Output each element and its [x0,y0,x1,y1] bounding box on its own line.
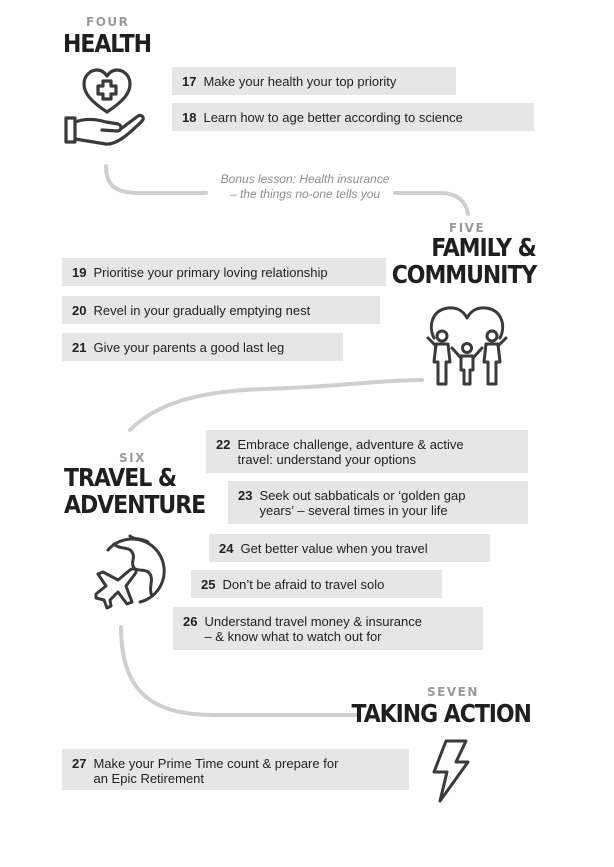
lesson-27[interactable] [62,749,409,790]
lesson-20[interactable] [62,296,380,324]
lesson-text [204,614,422,644]
lesson-number: 18 [182,110,197,125]
lesson-23[interactable] [228,481,528,524]
lesson-text [259,488,465,518]
lesson-text [93,756,338,786]
lesson-19[interactable] [62,258,386,286]
section-title-travel-line2: ADVENTURE [64,490,206,519]
lesson-text-line2: travel: understand your options [237,452,416,467]
lesson-18[interactable] [172,103,534,131]
section-title-health: HEALTH [63,29,151,58]
section-title-travel-line1: TRAVEL & [64,463,176,492]
lesson-text: Get better value when you travel [240,541,428,556]
lesson-24[interactable] [209,534,490,562]
lesson-number: 19 [72,265,87,280]
section-title-family-line2: COMMUNITY [391,260,536,289]
section-title-taking-action: TAKING ACTION [351,699,531,728]
lesson-number: 24 [219,541,234,556]
section-number-five: FIVE [449,221,486,235]
lesson-26[interactable] [173,607,483,650]
lesson-text: Prioritise your primary loving relationship [93,265,328,280]
lesson-text: Learn how to age better according to science [203,110,463,125]
lesson-text-line1: Embrace challenge, adventure & active [237,437,464,452]
globe-plane-icon [90,530,172,612]
lesson-17[interactable] [172,67,456,95]
section-number-four: FOUR [86,15,130,29]
heart-hand-icon [62,66,152,152]
lesson-text: Don’t be afraid to travel solo [222,577,385,592]
lesson-text: Give your parents a good last leg [93,340,285,355]
lesson-number: 20 [72,303,87,318]
lesson-text: Revel in your gradually emptying nest [93,303,311,318]
bonus-lesson[interactable] [200,172,410,202]
section-number-seven: SEVEN [427,685,479,699]
lesson-text: Make your health your top priority [203,74,397,89]
lesson-number: 21 [72,340,87,355]
lesson-number: 25 [201,577,216,592]
section-title-family-line1: FAMILY & [431,233,536,262]
lesson-number: 23 [238,488,253,503]
lightning-bolt-icon [426,738,472,804]
family-heart-icon [422,300,512,390]
bonus-lesson-line1: Bonus lesson: Health insurance [220,172,390,186]
lesson-text-line2: an Epic Retirement [93,771,205,786]
lesson-text-line2: – & know what to watch out for [204,629,382,644]
lesson-text-line1: Understand travel money & insurance [204,614,422,629]
lesson-text-line1: Make your Prime Time count & prepare for [93,756,339,771]
bonus-lesson-line2: – the things no-one tells you [229,187,381,201]
lesson-21[interactable] [62,333,343,361]
section-number-six: SIX [119,451,146,465]
lesson-text-line1: Seek out sabbaticals or ‘golden gap [259,488,466,503]
lesson-text [237,437,463,467]
lesson-number: 27 [72,756,87,771]
lesson-number: 22 [216,437,231,452]
lesson-22[interactable] [206,430,528,473]
lesson-number: 26 [183,614,198,629]
lesson-25[interactable] [191,570,442,598]
lesson-text-line2: years’ – several times in your life [259,503,448,518]
lesson-number: 17 [182,74,197,89]
